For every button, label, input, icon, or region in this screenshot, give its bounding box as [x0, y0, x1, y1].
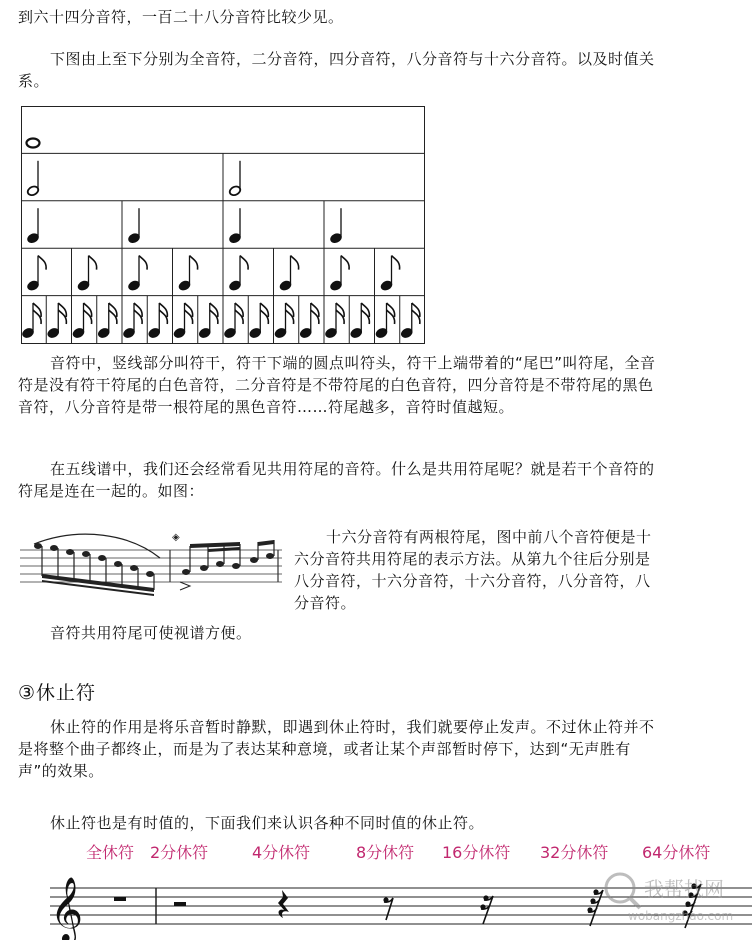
paragraph-intro: 到六十四分音符，一百二十八分音符比较少见。 — [18, 8, 344, 26]
sixteenth-note-flag — [58, 310, 66, 324]
sixteenth-note-flag — [311, 303, 319, 317]
sixteenth-note-flag — [311, 310, 319, 324]
whole-rest-icon — [114, 897, 126, 901]
eighth-note-flag — [38, 256, 46, 270]
rest-label-eighth: 8分休符 — [356, 843, 415, 862]
section-title-rests: ③休止符 — [18, 682, 97, 704]
paragraph-beamed-explanation: 十六分音符有两根符尾，图中前八个音符便是十六分音符共用符尾的表示方法。从第九个往后分别是八分音符，十六分音符，十六分音符，八分音符，八分音符。 — [294, 528, 652, 612]
svg-text:我帮找网: 我帮找网 — [644, 877, 724, 901]
sixteenth-note-flag — [286, 303, 294, 317]
sixteenth-note-flag — [235, 310, 243, 324]
sixteenth-note-flag — [412, 310, 420, 324]
eighth-note-flag — [240, 256, 248, 270]
sixteenth-note-flag — [134, 310, 142, 324]
svg-text:◈: ◈ — [172, 532, 180, 543]
paragraph-beamed-notes: 在五线谱中，我们还会经常看见共用符尾的音符。什么是共用符尾呢？就是若干个音符的符尾是连在一起的。如图： — [18, 460, 655, 500]
sixteenth-note-flag — [58, 303, 66, 317]
sixteenth-note-flag — [185, 303, 193, 317]
sixteenth-note-flag — [33, 310, 41, 324]
rest-label-sixty-fourth: 64分休符 — [642, 843, 711, 862]
sixteenth-note-flag — [84, 310, 92, 324]
sixteenth-note-flag — [336, 310, 344, 324]
eighth-note-flag — [291, 256, 299, 270]
eighth-rest-icon — [383, 897, 393, 920]
paragraph-rest-definition: 休止符的作用是将乐音暂时静默，即遇到休止符时，我们就要停止发声。不过休止符并不是将整个曲子都终止，而是为了表达某种意境，或者让某个声部暂时停下，达到“无声胜有声”的效果。 — [18, 718, 655, 780]
paragraph-note-anatomy: 音符中，竖线部分叫符干，符干下端的圆点叫符头，符干上端带着的“尾巴”叫符尾，全音符是没有符干符尾的白色音符，二分音符是不带符尾的白色音符，四分音符是不带符尾的黑色音符，八分音符是带一根符尾的黑色音符……符尾越多，音符时值越短。 — [18, 354, 656, 416]
watermark-logo-icon — [598, 860, 748, 932]
quarter-rest-icon — [278, 890, 289, 918]
rest-label-quarter: 4分休符 — [252, 843, 311, 862]
sixteenth-note-flag — [210, 303, 218, 317]
rest-label-whole: 全休符 — [86, 843, 135, 862]
paragraph-rest-intro: 休止符也是有时值的，下面我们来认识各种不同时值的休止符。 — [50, 814, 485, 832]
paragraph-note-table-caption: 下图由上至下分别为全音符，二分音符，四分音符，八分音符与十六分音符。以及时值关系。 — [18, 50, 655, 90]
sixteenth-note-flag — [210, 310, 218, 324]
rest-label-sixteenth: 16分休符 — [442, 843, 511, 862]
sixteenth-note-flag — [387, 310, 395, 324]
sixteenth-note-flag — [361, 303, 369, 317]
sixteenth-note-flag — [159, 310, 167, 324]
rest-label-half: 2分休符 — [150, 843, 209, 862]
sixteenth-rest-icon — [480, 895, 493, 924]
eighth-note-flag — [392, 256, 400, 270]
sixteenth-note-flag — [109, 303, 117, 317]
rest-label-thirty-second: 32分休符 — [540, 843, 609, 862]
sixteenth-note-flag — [387, 303, 395, 317]
note-value-diagram — [21, 106, 425, 344]
sixteenth-note-flag — [336, 303, 344, 317]
paragraph-beam-benefit: 音符共用符尾可使视谱方便。 — [50, 624, 252, 642]
half-rest-icon — [174, 902, 186, 906]
svg-text:wobangzhao.com: wobangzhao.com — [628, 909, 734, 923]
site-watermark — [598, 860, 748, 932]
eighth-note-flag — [89, 256, 97, 270]
eighth-note-flag — [190, 256, 198, 270]
beamed-notes-excerpt — [20, 528, 282, 598]
note-value-table — [21, 106, 425, 344]
sixteenth-note-flag — [185, 310, 193, 324]
sixteenth-note-flag — [260, 310, 268, 324]
treble-clef-icon: 𝄞 — [50, 877, 84, 940]
sixteenth-note-flag — [412, 303, 420, 317]
eighth-note-flag — [139, 256, 147, 270]
beamed-notes-image — [20, 528, 282, 598]
sixteenth-note-flag — [361, 310, 369, 324]
sixteenth-note-flag — [235, 303, 243, 317]
sixteenth-note-flag — [109, 310, 117, 324]
sixteenth-note-flag — [260, 303, 268, 317]
whole-note-icon — [27, 139, 40, 148]
sixteenth-note-flag — [84, 303, 92, 317]
sixteenth-note-flag — [33, 303, 41, 317]
sixteenth-note-flag — [286, 310, 294, 324]
sixteenth-note-flag — [134, 303, 142, 317]
sixteenth-note-flag — [159, 303, 167, 317]
eighth-note-flag — [341, 256, 349, 270]
